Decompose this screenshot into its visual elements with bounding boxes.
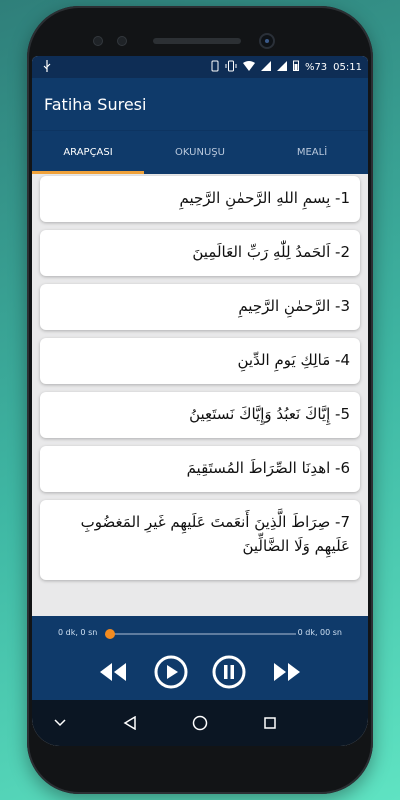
play-icon	[154, 655, 188, 689]
verse-card[interactable]	[40, 230, 360, 276]
rewind-button[interactable]	[95, 654, 131, 690]
verse-card[interactable]	[40, 338, 360, 384]
nav-spacer	[330, 713, 350, 733]
tab-arapcasi[interactable]	[32, 131, 144, 174]
verse-card[interactable]	[40, 176, 360, 222]
pause-icon	[212, 655, 246, 689]
chevron-down-icon	[54, 719, 66, 727]
status-bar	[32, 56, 368, 78]
system-nav-bar	[32, 700, 368, 746]
battery-saver-icon	[211, 60, 219, 75]
sensor-dot	[117, 36, 127, 46]
sensor-dot	[93, 36, 103, 46]
verse-text: 6- اهدِنَا الصِّرَاطَ المُستَقِيمَ	[186, 459, 350, 477]
battery-percent: %73	[304, 61, 328, 73]
front-camera	[259, 33, 275, 49]
app-screen	[32, 56, 368, 746]
verse-text: 4- مَالِكِ يَومِ الدِّينِ	[237, 351, 350, 369]
back-triangle-icon	[123, 716, 137, 730]
app-bar	[32, 78, 368, 130]
tab-label: MEALİ	[296, 147, 328, 158]
back-button[interactable]	[120, 713, 140, 733]
tab-okunusu[interactable]	[144, 131, 256, 174]
verse-list[interactable]	[32, 174, 368, 616]
verse-text: 5- إِيَّاكَ نَعبُدُ وَإِيَّاكَ نَستَعِينُ	[189, 405, 350, 423]
recents-square-icon	[263, 716, 277, 730]
verse-card[interactable]	[40, 446, 360, 492]
tab-bar	[32, 130, 368, 174]
audio-player	[32, 616, 368, 700]
verse-text: 1- بِسمِ اللهِ الرَّحمٰنِ الرَّحِيمِ	[179, 189, 350, 207]
signal-icon	[261, 61, 271, 74]
usb-icon	[42, 60, 52, 75]
signal-icon	[277, 61, 287, 74]
vibrate-icon	[225, 60, 237, 75]
battery-icon	[293, 60, 299, 74]
tab-meali[interactable]	[256, 131, 368, 174]
pause-button[interactable]	[211, 654, 247, 690]
tab-label: OKUNUŞU	[175, 147, 225, 158]
elapsed-time: 0 dk, 0 sn	[58, 628, 98, 637]
seek-thumb[interactable]	[105, 629, 115, 639]
verse-card[interactable]	[40, 500, 360, 580]
verse-text: 2- اَلحَمدُ لِلّٰهِ رَبِّ العَالَمِينَ	[192, 243, 350, 261]
total-time: 0 dk, 00 sn	[297, 628, 342, 637]
verse-text: 3- الرَّحمٰنِ الرَّحِيمِ	[238, 297, 350, 315]
tab-label: ARAPÇASI	[63, 147, 113, 158]
page-title: Fatiha Suresi	[44, 94, 147, 114]
verse-text: 7- صِرَاطَ الَّذِينَ أَنعَمتَ عَلَيهِم غَيرِ المَغضُوبِ عَلَيهِم وَلَا الضَّالِّينَ	[80, 513, 350, 555]
verse-card[interactable]	[40, 284, 360, 330]
playback-controls	[32, 654, 368, 690]
fast-forward-icon	[272, 661, 302, 683]
earpiece-speaker	[153, 38, 241, 44]
rewind-icon	[98, 661, 128, 683]
fast-forward-button[interactable]	[269, 654, 305, 690]
recents-button[interactable]	[260, 713, 280, 733]
verse-card[interactable]	[40, 392, 360, 438]
collapse-button[interactable]	[50, 713, 70, 733]
play-button[interactable]	[153, 654, 189, 690]
home-button[interactable]	[190, 713, 210, 733]
status-icons	[211, 60, 362, 75]
home-circle-icon	[192, 715, 208, 731]
wifi-icon	[243, 61, 255, 74]
seek-bar[interactable]	[110, 633, 296, 635]
status-clock: 05:11	[333, 61, 362, 73]
seek-row	[32, 628, 368, 646]
